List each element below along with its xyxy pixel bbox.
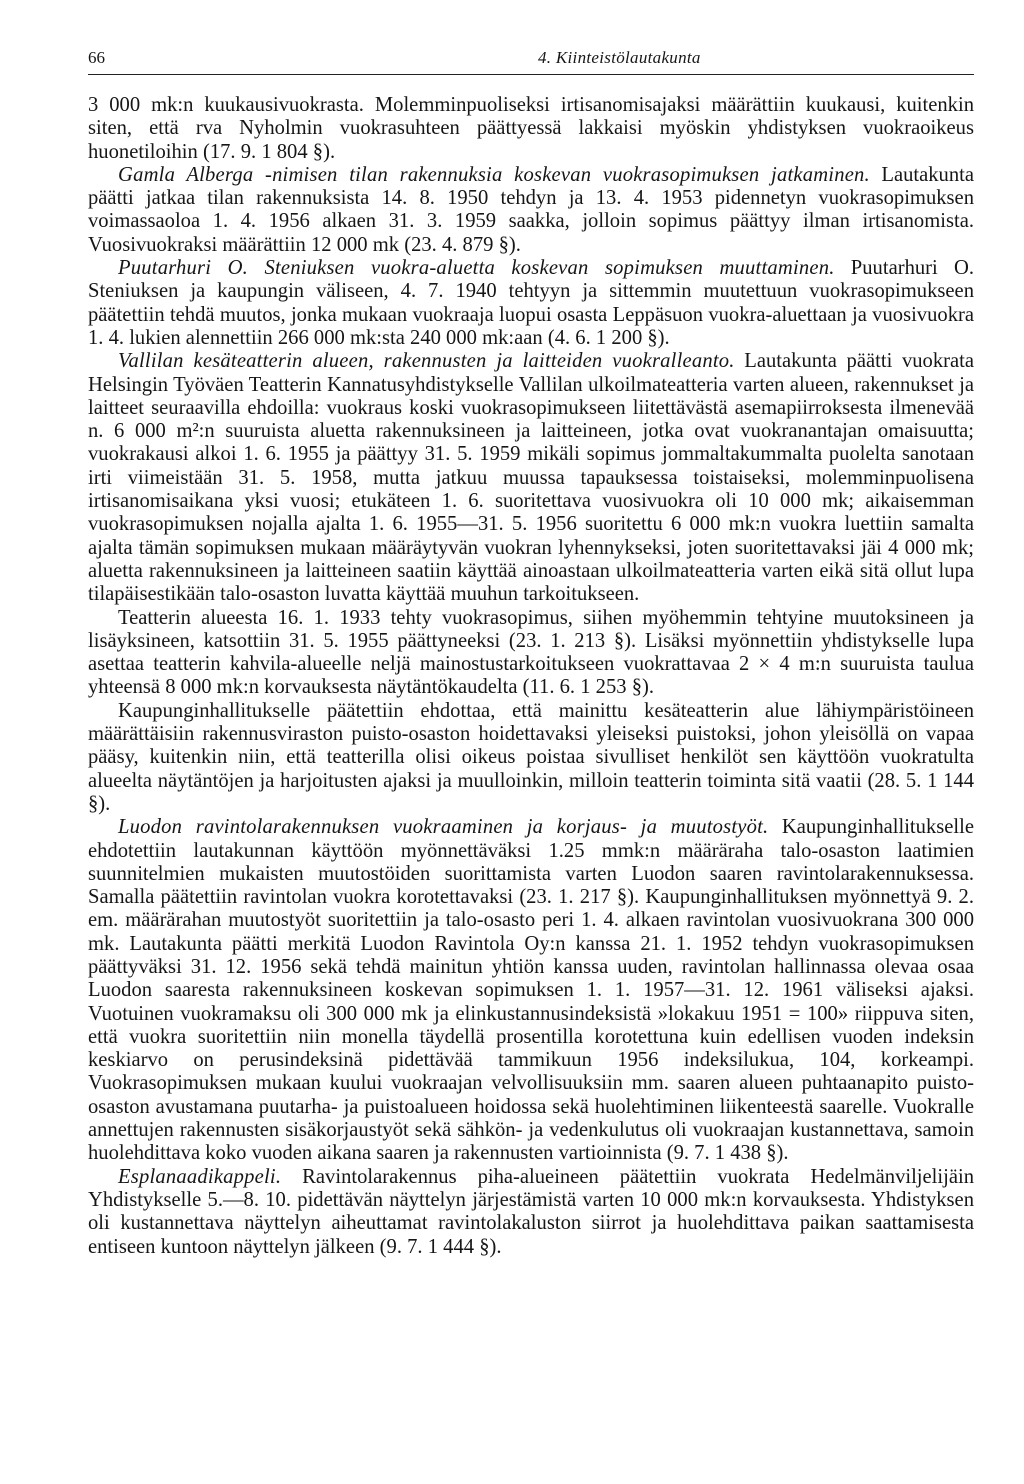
paragraph-text: Kaupunginhallitukselle päätettiin ehdottaa, että mainittu kesäteatterin alue lähiympäristöineen määrättäisiin rakennusviraston puisto-osaston hoidettavaksi yleiseksi puistoksi, johon yleisöllä on vapaa pääsy, kuitenkin niin, että teatterilla olisi oikeus poistaa sivulliset henkilöt sen käyttöön vuokratulta alueelta näytäntöjen ja harjoitusten ajaksi ja muulloinkin, milloin teatterin toiminta sitä vaatii (28. 5. 1 144 §). bbox=[88, 699, 974, 815]
section-heading: Gamla Alberga -nimisen tilan rakennuksia koskevan vuokrasopimuksen jatkaminen. bbox=[118, 163, 870, 186]
page-header bbox=[88, 48, 974, 75]
body-text bbox=[88, 94, 974, 1259]
paragraph bbox=[88, 607, 974, 700]
paragraph-text: Ravintolarakennus piha-alueineen päätettiin vuokrata Hedelmänviljelijäin Yhdistykselle 5.—8. 10. pidettävän näyttelyn järjestämistä varten 10 000 mk:n korvauksesta. Yhdistyksen oli kustannettava näyttelyn aiheuttamat ravintolakaluston siirrot ja huolehdittava paikan saattamisesta entiseen kuntoon näyttelyn jälkeen (9. 7. 1 444 §). bbox=[88, 1165, 974, 1258]
paragraph bbox=[88, 257, 974, 350]
paragraph-text: Puutarhuri O. Steniuksen ja kaupungin väliseen, 4. 7. 1940 tehtyyn ja sittemmin muutettuun vuokrasopimukseen päätettiin tehdä muutos, jonka mukaan vuokraaja luopui osasta Leppäsuon vuokra-aluettaan ja vuosivuokra 1. 4. lukien alennettiin 266 000 mk:sta 240 000 mk:aan (4. 6. 1 200 §). bbox=[88, 257, 974, 349]
running-title: 4. Kiinteistölautakunta bbox=[538, 48, 701, 67]
paragraph-text: Lautakunta päätti vuokrata Helsingin Työväen Teatterin Kannatusyhdistykselle Vallilan ulkoilmateatteria varten alueen, rakennukset ja laitteet seuraavilla ehdoilla: vuokraus koski vuokrasopimukseen liitettävästä asemapiirroksesta ilmenevää n. 6 000 m²:n suuruista aluetta rakennuksineen ja laitteineen, jotka ovat vuokranantajan omaisuutta; vuokrakausi alkoi 1. 6. 1955 ja päättyy 31. 5. 1959 mikäli sopimus jommaltakummalta puolelta sanotaan irti viimeistään 31. 5. 1958, mutta jatkuu muussa tapauksessa toistaiseksi, molemminpuolisena irtisanomisaikana yksi vuosi; etukäteen 1. 6. suoritettava vuosivuokra oli 10 000 mk; aikaisemman vuokrasopimuksen nojalla ajalta 1. 6. 1955—31. 5. 1956 suoritettu 6 000 mk:n vuokra luettiin samalta ajalta tämän sopimuksen mukaan määräytyvän vuokran lyhennykseksi, joten suoritettavaksi jäi 4 000 mk; aluetta rakennuksineen ja laitteineen saatiin käyttää ainoastaan ulkoilmateatteria varten eikä sitä ollut lupa tilapäisestikään talo-osaston luvatta käyttää muuhun tarkoitukseen. bbox=[88, 350, 974, 606]
paragraph bbox=[88, 1166, 974, 1259]
section-heading: Puutarhuri O. Steniuksen vuokra-aluetta koskevan sopimuksen muuttaminen. bbox=[118, 257, 835, 280]
paragraph-text: 3 000 mk:n kuukausivuokrasta. Molemminpuoliseksi irtisanomisajaksi määrättiin kuukausi, kuitenkin siten, että rva Nyholmin vuokrasuhteen päättyessä lakkaisi myöskin yhdistyksen vuokraoikeus huonetiloihin (17. 9. 1 804 §). bbox=[88, 94, 974, 163]
paragraph bbox=[88, 816, 974, 1165]
paragraph-text: Lautakunta päätti jatkaa tilan rakennuksista 14. 8. 1950 tehdyn ja 13. 4. 1953 pidennetyn vuokrasopimuksen voimassaoloa 1. 4. 1956 alkaen 31. 3. 1959 saakka, jolloin sopimus päättyy ilman irtisanomista. Vuosivuokraksi määrättiin 12 000 mk (23. 4. 879 §). bbox=[88, 163, 974, 256]
paragraph-text: Kaupunginhallitukselle ehdotettiin lautakunnan käyttöön myönnettäväksi 1.25 mmk:n määräraha talo-osaston laatimien suunnitelmien mukaisten muutostöiden suorittamista varten Luodon saaren ravintolarakennuksessa. Samalla päätettiin ravintolan vuokra korotettavaksi (23. 1. 217 §). Kaupunginhallituksen myönnettyä 9. 2. em. määrärahan muutostyöt suoritettiin ja talo-osasto peri 1. 4. alkaen ravintolan vuosivuokrana 300 000 mk. Lautakunta päätti merkitä Luodon Ravintola Oy:n kanssa 21. 1. 1952 tehdyn vuokrasopimuksen päättyväksi 31. 12. 1956 sekä tehdä mainitun yhtiön kanssa uuden, ravintolan hallinnassa olevaa osaa Luodon saaresta rakennuksineen koskevan sopimuksen 1. 1. 1957—31. 12. 1961 väliseksi ajaksi. Vuotuinen vuokramaksu oli 300 000 mk ja elinkustannusindeksistä »lokakuu 1951 = 100» riippuva siten, että vuokra suoritettiin niin monella täydellä prosentilla korotettuna kuin edellisen vuoden indeksin keskiarvo on perusindeksinä pidettävää tammikuun 1956 indeksilukua, 104, korkeampi. Vuokrasopimuksen mukaan kuului vuokraajan velvollisuuksiin mm. saaren alueen puhtaanapito puisto-osaston avustamana puutarha- ja puistoalueen hoidossa sekä huolehtiminen liikenteestä saarelle. Vuokralle annettujen rakennusten sisäkorjaustyöt sekä sähkön- ja vedenkulutus oli vuokraajan kustannettava, samoin huolehdittava koko vuoden aikana saaren ja rakennusten vartioinnista (9. 7. 1 438 §). bbox=[88, 816, 974, 1165]
section-heading: Vallilan kesäteatterin alueen, rakennusten ja laitteiden vuokralleanto. bbox=[118, 350, 735, 373]
paragraph bbox=[88, 164, 974, 257]
paragraph bbox=[88, 350, 974, 606]
section-heading: Luodon ravintolarakennuksen vuokraaminen ja korjaus- ja muutostyöt. bbox=[118, 816, 769, 839]
section-heading: Esplanaadikappeli. bbox=[118, 1165, 282, 1188]
paragraph-text: Teatterin alueesta 16. 1. 1933 tehty vuokrasopimus, siihen myöhemmin tehtyine muutoksineen ja lisäyksineen, katsottiin 31. 5. 1955 päättyneeksi (23. 1. 213 §). Lisäksi myönnettiin yhdistykselle lupa asettaa teatterin kahvila-alueelle neljä mainostustarkoitukseen vuokrattavaa 2 × 4 m:n suuruista taulua yhteensä 8 000 mk:n korvauksesta näytäntökaudelta (11. 6. 1 253 §). bbox=[88, 606, 974, 699]
page-number: 66 bbox=[88, 48, 105, 67]
paragraph bbox=[88, 94, 974, 164]
paragraph bbox=[88, 700, 974, 816]
